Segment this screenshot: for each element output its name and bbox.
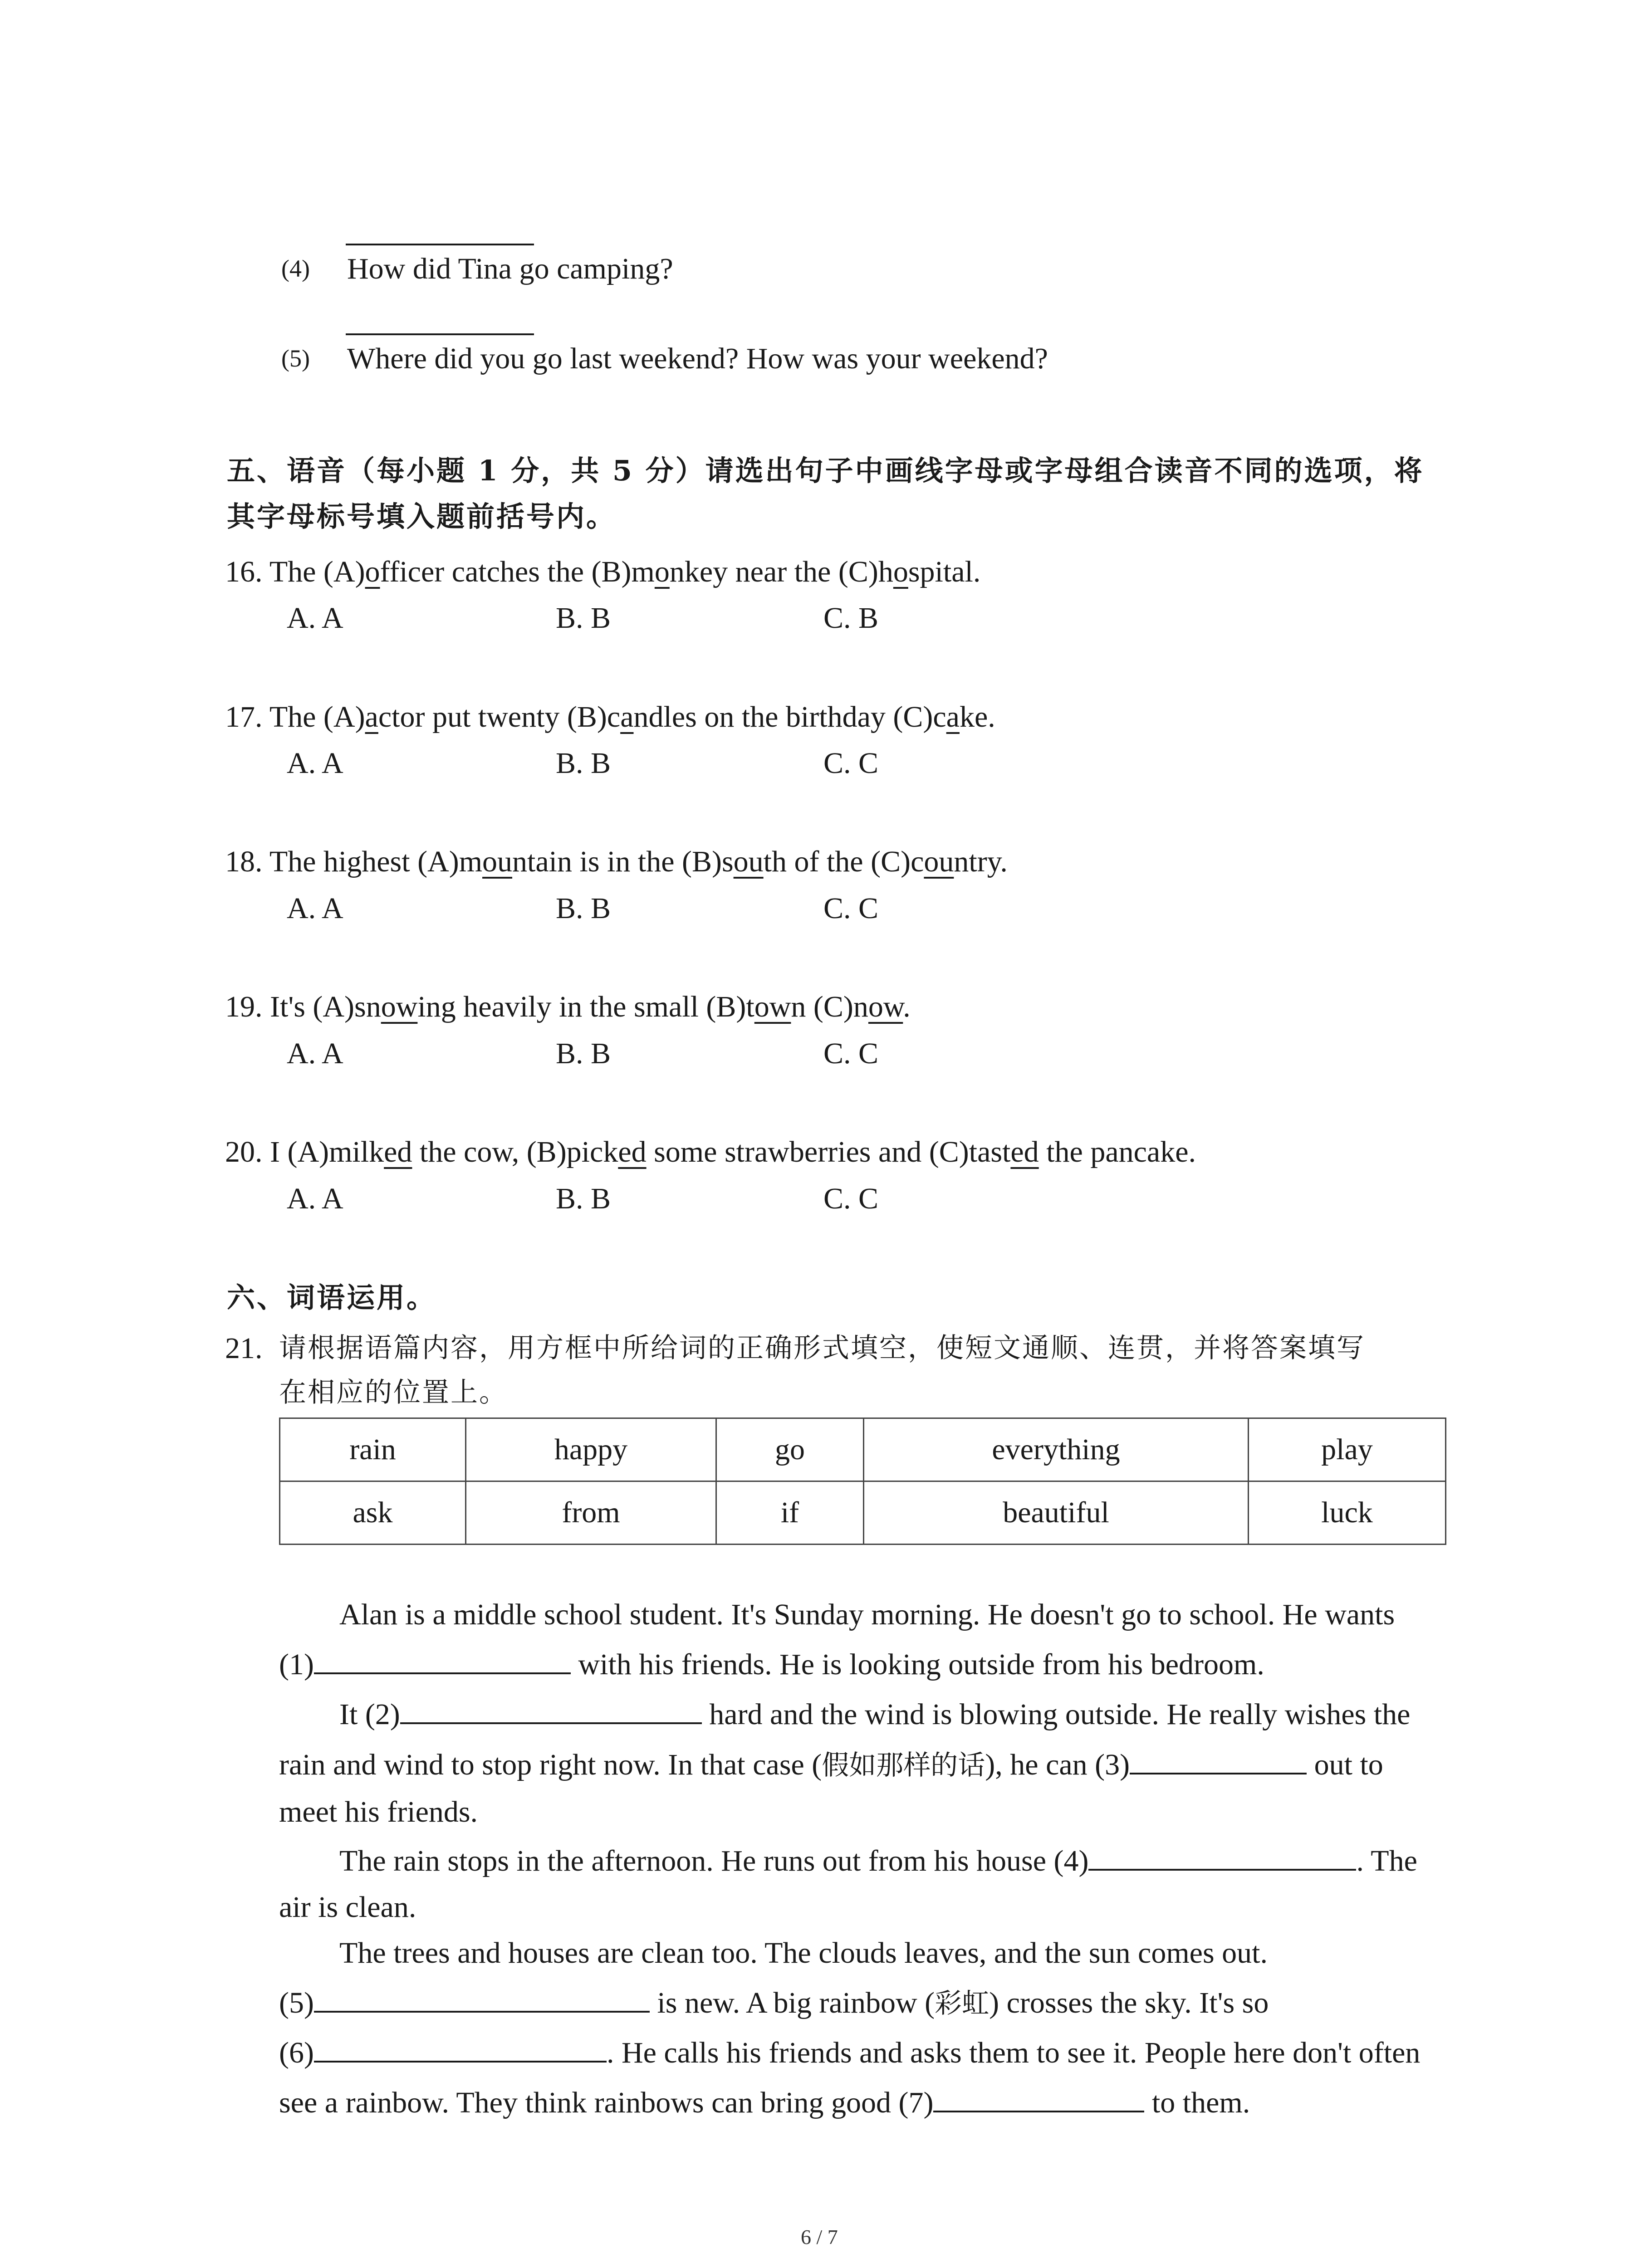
passage-text: see a rainbow. They think rainbows can bring good (7) xyxy=(279,2086,934,2119)
question-number: 17. xyxy=(225,700,263,733)
page-number: 6 / 7 xyxy=(801,2225,838,2248)
underlined-letters: a xyxy=(365,700,378,733)
sentence-part: fficer catches the (B)m xyxy=(380,555,655,588)
passage-line-5: meet his friends. xyxy=(279,1795,478,1828)
sentence-part: the cow, (B)pick xyxy=(412,1135,618,1168)
blank-label: The rain stops in the afternoon. He runs out from his house (4) xyxy=(339,1844,1089,1877)
word-cell: everything xyxy=(864,1418,1249,1481)
question-number: 18. xyxy=(225,845,263,878)
question-18 xyxy=(225,847,1008,877)
option-b[interactable]: B. B xyxy=(556,1182,611,1215)
answer-blank-1[interactable] xyxy=(314,1672,571,1674)
passage-text: . He calls his friends and asks them to see it. People here don't often xyxy=(606,2036,1421,2069)
sentence-part: ing heavily in the small (B)t xyxy=(417,990,754,1023)
option-a[interactable]: A. A xyxy=(287,1037,343,1070)
option-b[interactable]: B. B xyxy=(556,892,611,925)
passage-text: rain and wind to stop right now. In that case ( xyxy=(279,1748,822,1781)
underlined-letters: ow xyxy=(381,990,418,1023)
question-number: 16. xyxy=(225,555,263,588)
answer-blank-5[interactable] xyxy=(346,333,534,335)
word-cell: beautiful xyxy=(864,1481,1249,1545)
sentence-part: ntain is in the (B)s xyxy=(512,845,734,878)
sentence-part: ntry. xyxy=(954,845,1008,878)
passage-line-6 xyxy=(339,1846,1417,1876)
underlined-letters: ow xyxy=(868,990,903,1023)
instruction-line2: 在相应的位置上。 xyxy=(279,1377,508,1408)
chinese-gloss: 假如那样的话 xyxy=(822,1750,985,1781)
word-box-row xyxy=(280,1481,1446,1545)
sentence-part: n (C)n xyxy=(791,990,868,1023)
sentence-part: th of the (C)c xyxy=(763,845,924,878)
answer-blank-6[interactable] xyxy=(314,2061,607,2063)
underlined-letters: ou xyxy=(924,845,954,878)
option-c[interactable]: C. C xyxy=(823,892,879,925)
option-c[interactable]: C. C xyxy=(823,747,879,780)
section6-title: 六、词语运用。 xyxy=(227,1281,437,1314)
question-number: 19. xyxy=(225,990,263,1023)
blank-label: (5) xyxy=(279,1986,314,2019)
sentence-part: The (A) xyxy=(269,555,365,588)
item-text-4: How did Tina go camping? xyxy=(347,252,673,285)
sentence-part: some strawberries and (C)tast xyxy=(646,1135,1011,1168)
option-a[interactable]: A. A xyxy=(287,1182,343,1215)
sentence-part: I (A)milk xyxy=(270,1135,384,1168)
sentence-part: spital. xyxy=(908,555,981,588)
underlined-letters: o xyxy=(365,555,380,588)
item-number-4: (4) xyxy=(281,255,310,282)
underlined-letters: o xyxy=(893,555,908,588)
sentence-part: The (A) xyxy=(269,700,365,733)
answer-blank-2[interactable] xyxy=(400,1722,702,1724)
blank-label: It (2) xyxy=(339,1698,400,1731)
question-20 xyxy=(225,1137,1196,1167)
answer-blank-4[interactable] xyxy=(1088,1869,1356,1871)
option-a[interactable]: A. A xyxy=(287,747,343,780)
passage-text: ) crosses the sky. It's so xyxy=(989,1986,1269,2019)
underlined-letters: ou xyxy=(733,845,764,878)
instruction-line1: 请根据语篇内容，用方框中所给词的正确形式填空，使短文通顺、连贯，并将答案填写 xyxy=(279,1332,1365,1364)
option-a[interactable]: A. A xyxy=(287,601,343,635)
passage-text: hard and the wind is blowing outside. He really wishes the xyxy=(701,1698,1411,1731)
passage-text: to them. xyxy=(1144,2086,1250,2119)
answer-blank-3[interactable] xyxy=(1130,1773,1307,1774)
word-cell: go xyxy=(716,1418,864,1481)
underlined-letters: ed xyxy=(618,1135,647,1168)
blank-label: (6) xyxy=(279,2036,314,2069)
word-cell: happy xyxy=(466,1418,716,1481)
blank-label: (1) xyxy=(279,1648,314,1681)
option-c[interactable]: C. C xyxy=(823,1182,879,1215)
passage-line-3 xyxy=(339,1700,1410,1730)
word-cell: luck xyxy=(1249,1481,1446,1545)
passage-text: . The xyxy=(1356,1844,1417,1877)
underlined-letters: ed xyxy=(1010,1135,1039,1168)
option-c[interactable]: C. B xyxy=(823,601,879,635)
passage-text: with his friends. He is looking outside from his bedroom. xyxy=(570,1648,1264,1681)
passage-line-1: Alan is a middle school student. It's Sunday morning. He doesn't go to school. He wants xyxy=(339,1598,1395,1631)
chinese-gloss: 彩虹 xyxy=(935,1988,989,2019)
section5-title-line2: 其字母标号填入题前括号内。 xyxy=(227,500,617,533)
sentence-part: nkey near the (C)h xyxy=(669,555,893,588)
sentence-part: The highest (A)m xyxy=(269,845,483,878)
passage-line-4 xyxy=(279,1750,1383,1780)
answer-blank-5[interactable] xyxy=(314,2011,650,2013)
answer-blank-7[interactable] xyxy=(933,2111,1144,2112)
section5-title-line1: 五、语音（每小题 1 分，共 5 分）请选出句子中画线字母或字母组合读音不同的选项，将 xyxy=(227,454,1424,487)
passage-line-9 xyxy=(279,1988,1269,2018)
option-a[interactable]: A. A xyxy=(287,892,343,925)
passage-line-8: The trees and houses are clean too. The clouds leaves, and the sun comes out. xyxy=(339,1936,1268,1970)
sentence-part: ke. xyxy=(959,700,995,733)
answer-blank-4[interactable] xyxy=(346,244,534,245)
word-cell: rain xyxy=(280,1418,466,1481)
passage-line-10 xyxy=(279,2038,1420,2068)
underlined-letters: ou xyxy=(482,845,513,878)
question-number-21: 21. xyxy=(225,1332,263,1365)
underlined-letters: a xyxy=(620,700,634,733)
word-box xyxy=(279,1418,1446,1545)
passage-text: out to xyxy=(1307,1748,1383,1781)
sentence-part: the pancake. xyxy=(1038,1135,1196,1168)
option-b[interactable]: B. B xyxy=(556,747,611,780)
question-16 xyxy=(225,557,980,587)
question-number: 20. xyxy=(225,1135,263,1168)
sentence-part: It's (A)sn xyxy=(270,990,381,1023)
option-b[interactable]: B. B xyxy=(556,1037,611,1070)
sentence-part: . xyxy=(903,990,911,1023)
blank-label: ), he can (3) xyxy=(985,1748,1130,1781)
item-number-5: (5) xyxy=(281,345,310,372)
question-17 xyxy=(225,702,995,732)
word-box-row xyxy=(280,1418,1446,1481)
word-cell: if xyxy=(716,1481,864,1545)
passage-text: is new. A big rainbow ( xyxy=(649,1986,935,2019)
word-cell: play xyxy=(1249,1418,1446,1481)
passage-line-2 xyxy=(279,1650,1264,1680)
sentence-part: ndles on the birthday (C)c xyxy=(633,700,946,733)
question-19 xyxy=(225,992,911,1022)
word-cell: ask xyxy=(280,1481,466,1545)
sentence-part: ctor put twenty (B)c xyxy=(378,700,621,733)
underlined-letters: ow xyxy=(754,990,791,1023)
word-cell: from xyxy=(466,1481,716,1545)
passage-line-11 xyxy=(279,2088,1250,2118)
passage-line-7: air is clean. xyxy=(279,1891,416,1924)
underlined-letters: o xyxy=(654,555,670,588)
underlined-letters: ed xyxy=(384,1135,412,1168)
option-b[interactable]: B. B xyxy=(556,601,611,635)
item-text-5: Where did you go last weekend? How was your weekend? xyxy=(347,342,1048,375)
underlined-letters: a xyxy=(946,700,960,733)
option-c[interactable]: C. C xyxy=(823,1037,879,1070)
